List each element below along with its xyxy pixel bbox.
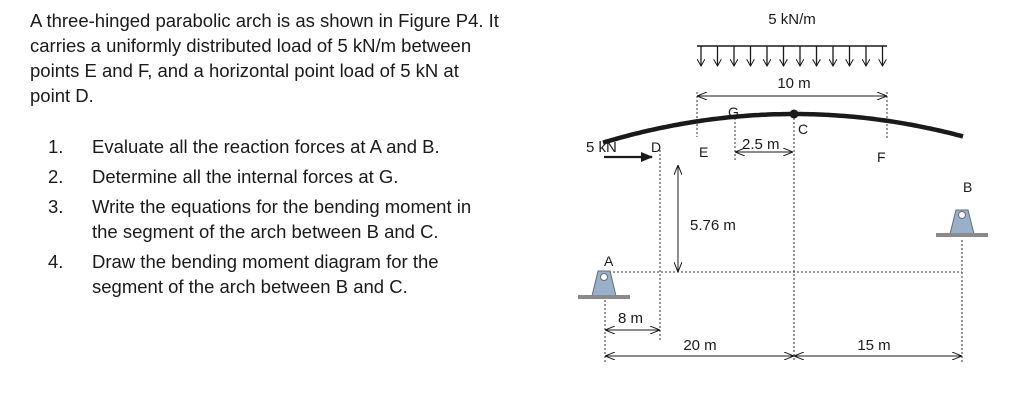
- intro-line: points E and F, and a horizontal point load of 5 kN at: [30, 60, 459, 81]
- intro-line: point D.: [30, 85, 94, 106]
- point-load-label: 5 kN: [586, 139, 617, 156]
- dim-cg-label: 2.5 m: [742, 136, 780, 153]
- dim-ef-label: 10 m: [777, 75, 811, 92]
- label-f: F: [877, 149, 886, 165]
- label-e: E: [699, 144, 709, 160]
- task-number: 4.: [48, 251, 64, 272]
- task-number: 1.: [48, 136, 64, 157]
- pin-support-b: [936, 210, 988, 237]
- label-a: A: [604, 253, 614, 269]
- dim-cb-label: 15 m: [857, 337, 891, 354]
- udl-label: 5 kN/m: [768, 11, 816, 28]
- intro-line: carries a uniformly distributed load of 5 kN/m between: [30, 35, 472, 56]
- pin-support-a: [578, 271, 630, 299]
- label-c: C: [798, 121, 809, 137]
- task-text: segment of the arch between B and C.: [92, 276, 408, 297]
- intro-line: A three-hinged parabolic arch is as shown in Figure P4. It: [30, 10, 499, 31]
- label-b: B: [963, 179, 973, 195]
- reference-lines: [605, 92, 962, 362]
- task-text: the segment of the arch between B and C.: [92, 221, 439, 242]
- task-text: Determine all the internal forces at G.: [92, 166, 399, 187]
- udl-arrows: [701, 46, 883, 66]
- dim-ac-label: 20 m: [683, 337, 717, 354]
- dim-ad-label: 8 m: [618, 310, 644, 327]
- label-g: G: [728, 104, 739, 120]
- task-number: 3.: [48, 196, 64, 217]
- task-text: Draw the bending moment diagram for the: [92, 251, 439, 272]
- task-text: Write the equations for the bending moment in: [92, 196, 472, 217]
- hinge-c: [790, 110, 799, 119]
- label-d: D: [651, 139, 662, 155]
- distributed-load: [697, 11, 887, 66]
- task-text: Evaluate all the reaction forces at A and B.: [92, 136, 440, 157]
- dim-rise-label: 5.76 m: [690, 217, 736, 234]
- task-number: 2.: [48, 166, 64, 187]
